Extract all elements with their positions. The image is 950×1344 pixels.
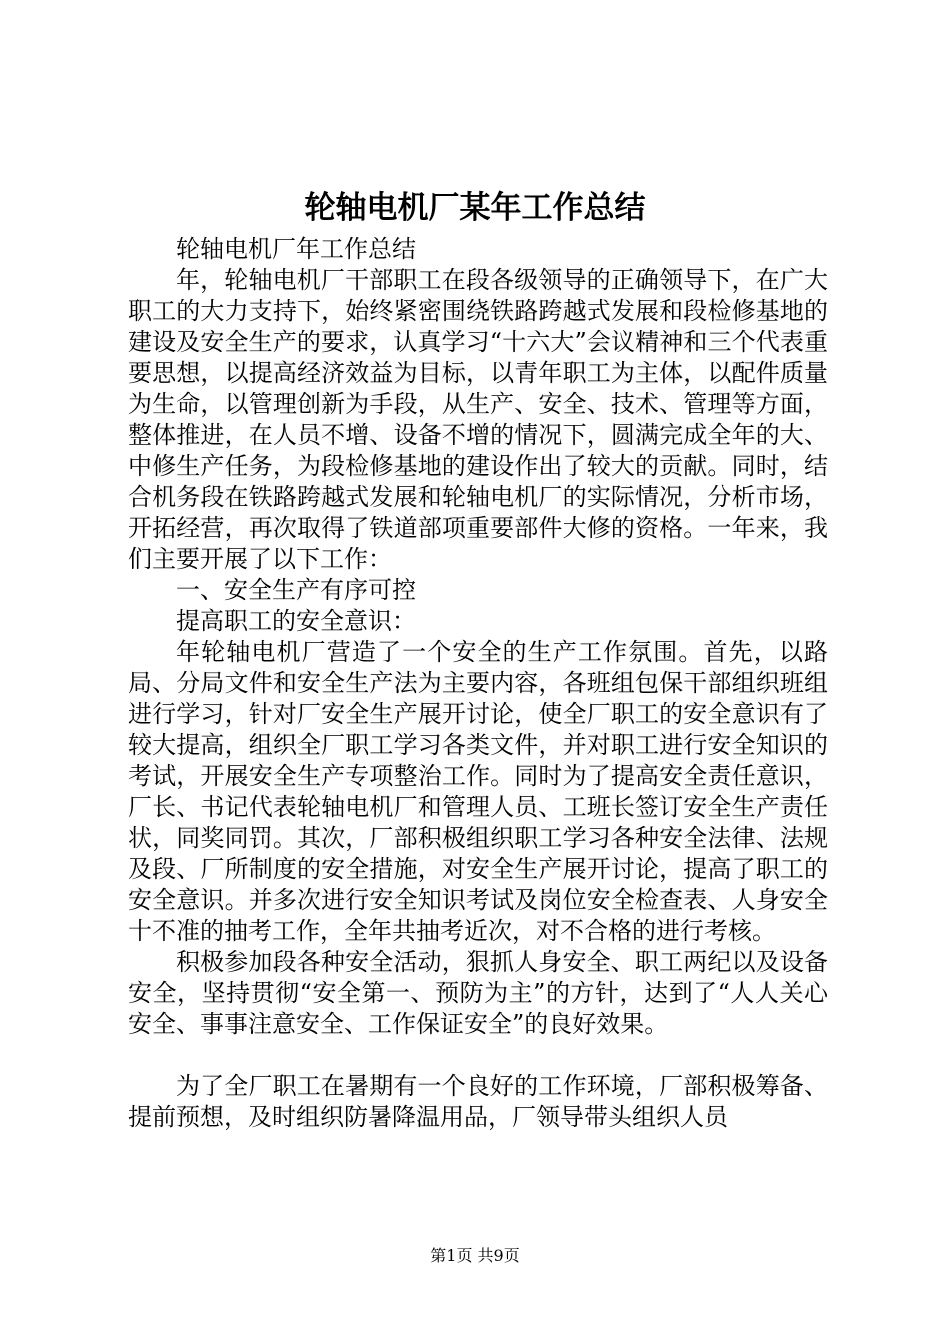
subsection-heading: 提高职工的安全意识：	[176, 607, 416, 635]
intro-paragraph: 年，轮轴电机厂干部职工在段各级领导的正确领导下，在广大职工的大力支持下，始终紧密围绕铁路跨越式发展和段检修基地的建设及安全生产的要求，认真学习“十六大”会议精神和三个代表重要思想，以提高经济效益为目标，以青年职工为主体，以配件质量为生命，以管理创新为手段，从生产、安全、技术、管理等方面，整体推进，在人员不增、设备不增的情况下，圆满完成全年的大、中修生产任务，为段检修基地的建设作出了较大的贡献。同时，结合机务段在铁路跨越式发展和轮轴电机厂的实际情况，分析市场，开拓经营，再次取得了铁道部项重要部件大修的资格。一年来，我们主要开展了以下工作：	[128, 266, 828, 573]
section-heading: 一、安全生产有序可控	[176, 576, 416, 604]
body-paragraph: 年轮轴电机厂营造了一个安全的生产工作氛围。首先，以路局、分局文件和安全生产法为主要内容，各班组包保干部组织班组进行学习，针对厂安全生产展开讨论，使全厂职工的安全意识有了较大提高，组织全厂职工学习各类文件，并对职工进行安全知识的考试，开展安全生产专项整治工作。同时为了提高安全责任意识，厂长、书记代表轮轴电机厂和管理人员、工班长签订安全生产责任状，同奖同罚。其次，厂部积极组织职工学习各种安全法律、法规及段、厂所制度的安全措施，对安全生产展开讨论，提高了职工的安全意识。并多次进行安全知识考试及岗位安全检查表、人身安全十不准的抽考工作，全年共抽考近次，对不合格的进行考核。	[128, 638, 828, 945]
body-paragraph: 为了全厂职工在暑期有一个良好的工作环境，厂部积极筹备、提前预想，及时组织防暑降温用品，厂领导带头组织人员	[128, 1072, 828, 1131]
subtitle-paragraph: 轮轴电机厂年工作总结	[176, 235, 416, 263]
document-title: 轮轴电机厂某年工作总结	[304, 190, 646, 226]
body-paragraph: 积极参加段各种安全活动，狠抓人身安全、职工两纪以及设备安全，坚持贯彻“安全第一、预防为主”的方针，达到了“人人关心安全、事事注意安全、工作保证安全”的良好效果。	[128, 948, 828, 1038]
paragraph-gap	[128, 1040, 828, 1071]
page-number: 第1页 共9页	[430, 1246, 520, 1265]
document-body	[128, 234, 828, 1133]
